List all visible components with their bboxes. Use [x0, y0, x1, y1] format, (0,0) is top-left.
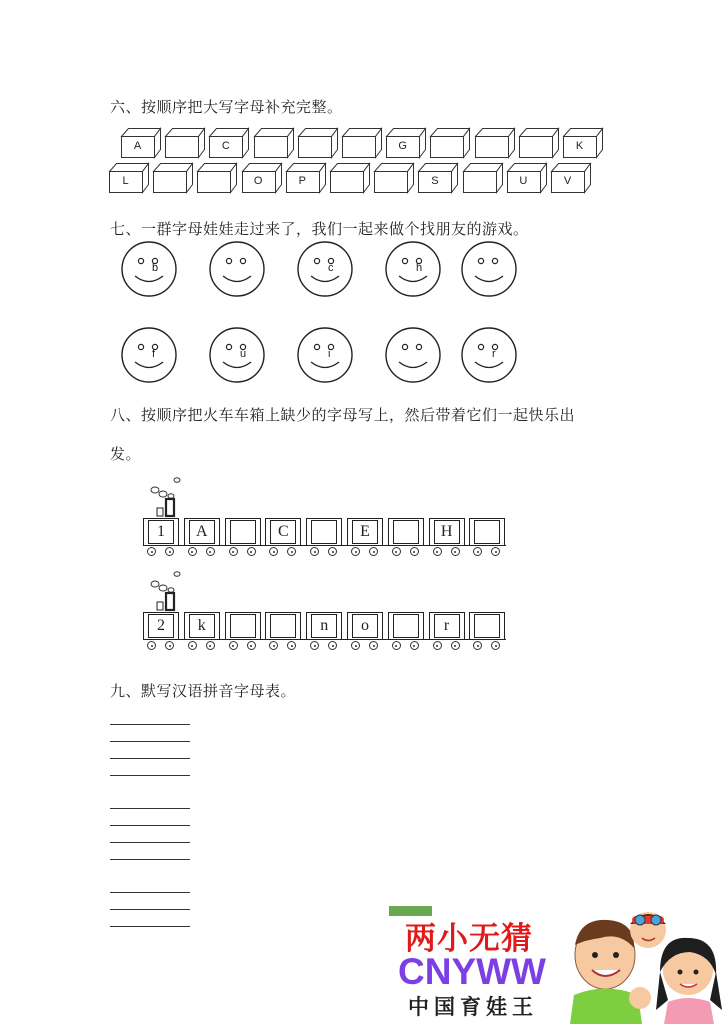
smiley-face: [296, 326, 354, 384]
cube-letter: V: [563, 175, 572, 187]
wheel-icon: [229, 641, 238, 650]
train-smoke-icon: [148, 476, 188, 518]
face-letter: i: [328, 348, 331, 360]
smiley-face: [296, 240, 354, 298]
smiley-face: [384, 240, 442, 298]
train-car: [429, 612, 465, 640]
letter-cube[interactable]: [475, 128, 513, 156]
car-letter-box[interactable]: [230, 520, 256, 544]
car-letter-box[interactable]: [230, 614, 256, 638]
cube-letter: L: [122, 175, 129, 187]
face-letter: f: [152, 348, 156, 360]
letter-cube: [418, 163, 456, 191]
writing-line[interactable]: [110, 859, 190, 860]
section8-heading-line1: 八、按顺序把火车车箱上缺少的字母写上，然后带着它们一起快乐出: [110, 406, 576, 424]
cube-letter: [463, 171, 496, 191]
letter-cube[interactable]: [197, 163, 235, 191]
letter-cube[interactable]: [254, 128, 292, 156]
letter-cube[interactable]: [330, 163, 368, 191]
cube-letter: [342, 136, 375, 156]
train-car: [306, 612, 342, 640]
wheel-icon: [206, 547, 215, 556]
cube-letter: [374, 171, 407, 191]
wheel-icon: [206, 641, 215, 650]
letter-cube: [242, 163, 280, 191]
cube-letter: [254, 136, 287, 156]
wheel-icon: [188, 641, 197, 650]
wheel-icon: [165, 547, 174, 556]
train-car: [184, 612, 220, 640]
train-car: [388, 518, 424, 546]
wheel-icon: [491, 547, 500, 556]
train-engine: [143, 518, 179, 546]
smiley-face: [120, 326, 178, 384]
cube-letter: [153, 171, 186, 191]
face-letter: h: [416, 262, 423, 274]
cube-letter: [330, 171, 363, 191]
car-letter-box: A: [189, 520, 215, 544]
wheel-icon: [433, 641, 442, 650]
section8-heading-line2: 发。: [110, 445, 142, 463]
cube-letter: [165, 136, 198, 156]
letter-cube[interactable]: [519, 128, 557, 156]
train-car: [225, 612, 261, 640]
wheel-icon: [473, 547, 482, 556]
wheel-icon: [310, 641, 319, 650]
train-car: [306, 518, 342, 546]
writing-line[interactable]: [110, 842, 190, 843]
car-letter-box: r: [434, 614, 460, 638]
cube-letter: [298, 136, 331, 156]
train-engine: [143, 612, 179, 640]
writing-line[interactable]: [110, 909, 190, 910]
car-letter-box[interactable]: [311, 520, 337, 544]
train-base-line: [143, 545, 506, 546]
car-letter-box[interactable]: [474, 614, 500, 638]
cube-letter: C: [221, 140, 230, 152]
logo-english: CNYWW: [398, 951, 546, 992]
train-car: [265, 612, 301, 640]
letter-cube: [209, 128, 247, 156]
wheel-icon: [351, 547, 360, 556]
cube-letter: U: [519, 175, 528, 187]
wheel-icon: [269, 641, 278, 650]
letter-cube: [286, 163, 324, 191]
face-letter: b: [152, 262, 159, 274]
face-letter: r: [492, 348, 496, 360]
writing-line[interactable]: [110, 741, 190, 742]
train-car: [265, 518, 301, 546]
section6-heading: 六、按顺序把大写字母补充完整。: [110, 98, 343, 116]
letter-cube[interactable]: [342, 128, 380, 156]
wheel-icon: [147, 547, 156, 556]
letter-cube[interactable]: [463, 163, 501, 191]
cube-letter: O: [253, 175, 263, 187]
letter-cube[interactable]: [298, 128, 336, 156]
train-car: [184, 518, 220, 546]
wheel-icon: [287, 547, 296, 556]
letter-cube[interactable]: [374, 163, 412, 191]
wheel-icon: [473, 641, 482, 650]
letter-cube: [109, 163, 147, 191]
cube-letter: [197, 171, 230, 191]
letter-cube: [507, 163, 545, 191]
wheel-icon: [433, 547, 442, 556]
smiley-face: [384, 326, 442, 384]
letter-cube: [121, 128, 159, 156]
letter-cube[interactable]: [430, 128, 468, 156]
wheel-icon: [310, 547, 319, 556]
wheel-icon: [188, 547, 197, 556]
letter-cube: [563, 128, 601, 156]
cube-letter: [430, 136, 463, 156]
wheel-icon: [451, 547, 460, 556]
wheel-icon: [247, 641, 256, 650]
letter-cube: [551, 163, 589, 191]
logo-chinese: 两小无猜: [405, 921, 533, 957]
wheel-icon: [392, 547, 401, 556]
section7-heading: 七、一群字母娃娃走过来了，我们一起来做个找朋友的游戏。: [110, 220, 529, 238]
letter-cube: [386, 128, 424, 156]
smiley-face: [460, 240, 518, 298]
wheel-icon: [451, 641, 460, 650]
train-car: [225, 518, 261, 546]
car-letter-box: n: [311, 614, 337, 638]
wheel-icon: [147, 641, 156, 650]
car-letter-box[interactable]: [270, 614, 296, 638]
section9-heading: 九、默写汉语拼音字母表。: [110, 682, 297, 700]
cube-letter: K: [575, 140, 584, 152]
wheel-icon: [247, 547, 256, 556]
cube-letter: [519, 136, 552, 156]
car-letter-box: C: [270, 520, 296, 544]
wheel-icon: [392, 641, 401, 650]
wheel-icon: [369, 641, 378, 650]
cube-letter: A: [133, 140, 142, 152]
car-letter-box: k: [189, 614, 215, 638]
smiley-face: [208, 326, 266, 384]
train-car: [469, 612, 505, 640]
smiley-face: [120, 240, 178, 298]
wheel-icon: [410, 547, 419, 556]
train-car: [347, 612, 383, 640]
writing-line[interactable]: [110, 825, 190, 826]
train-car: [347, 518, 383, 546]
train-car: [429, 518, 465, 546]
wheel-icon: [328, 641, 337, 650]
cube-letter: S: [431, 175, 439, 187]
wheel-icon: [328, 547, 337, 556]
face-letter: u: [240, 348, 247, 360]
wheel-icon: [269, 547, 278, 556]
wheel-icon: [369, 547, 378, 556]
face-letter: c: [328, 262, 334, 274]
letter-cube[interactable]: [153, 163, 191, 191]
wheel-icon: [351, 641, 360, 650]
wheel-icon: [287, 641, 296, 650]
wheel-icon: [165, 641, 174, 650]
car-letter-box: o: [352, 614, 378, 638]
smiley-face: [208, 240, 266, 298]
cube-letter: [475, 136, 508, 156]
wheel-icon: [410, 641, 419, 650]
car-letter-box: H: [434, 520, 460, 544]
writing-line[interactable]: [110, 724, 190, 725]
wheel-icon: [229, 547, 238, 556]
logo-subtitle: 中国育娃王: [408, 995, 538, 1019]
train-smoke-icon: [148, 570, 188, 612]
car-letter-box[interactable]: [393, 520, 419, 544]
car-letter-box[interactable]: [393, 614, 419, 638]
writing-line[interactable]: [110, 758, 190, 759]
cube-letter: G: [398, 140, 407, 152]
car-letter-box[interactable]: [474, 520, 500, 544]
car-letter-box: 1: [148, 520, 174, 544]
writing-line[interactable]: [110, 808, 190, 809]
writing-line[interactable]: [110, 892, 190, 893]
car-letter-box: 2: [148, 614, 174, 638]
train-car: [388, 612, 424, 640]
car-letter-box: E: [352, 520, 378, 544]
writing-line[interactable]: [110, 775, 190, 776]
letter-cube[interactable]: [165, 128, 203, 156]
cube-letter: P: [298, 175, 306, 187]
train-car: [469, 518, 505, 546]
train-base-line: [143, 639, 506, 640]
writing-line[interactable]: [110, 926, 190, 927]
cartoon-kids-icon: [560, 900, 725, 1024]
smiley-face: [460, 326, 518, 384]
wheel-icon: [491, 641, 500, 650]
